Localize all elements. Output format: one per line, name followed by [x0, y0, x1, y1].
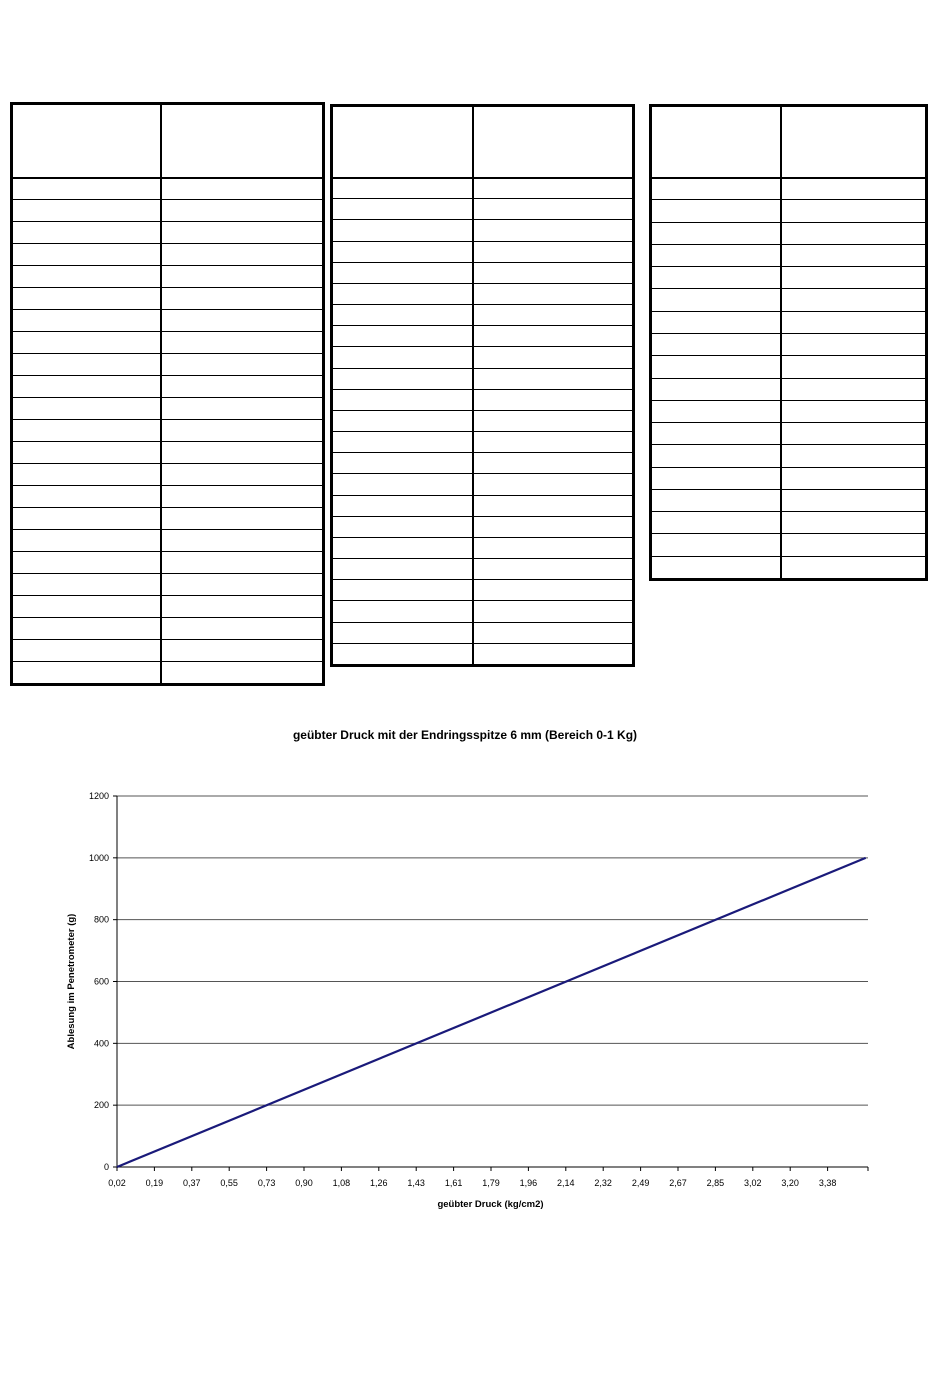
- table-row: [13, 617, 322, 618]
- table-row: [13, 661, 322, 662]
- table-row: [652, 222, 925, 223]
- empty-table-1: [10, 102, 325, 686]
- table-row: [333, 304, 632, 305]
- table-row: [333, 241, 632, 242]
- x-tick-label: 2,14: [557, 1178, 575, 1188]
- table-row: [13, 639, 322, 640]
- table-row: [333, 283, 632, 284]
- table-header: [652, 107, 925, 179]
- y-tick-label: 1000: [88, 852, 109, 863]
- table-row: [13, 507, 322, 508]
- x-tick-label: 2,32: [594, 1178, 612, 1188]
- table-header: [333, 107, 632, 179]
- table-row: [333, 198, 632, 199]
- x-tick-label: 2,67: [669, 1178, 687, 1188]
- x-tick-label: 0,90: [295, 1178, 313, 1188]
- table-row: [333, 368, 632, 369]
- y-tick-label: 1200: [88, 791, 109, 801]
- table-row: [652, 355, 925, 356]
- table-row: [13, 485, 322, 486]
- table-row: [333, 346, 632, 347]
- table-row: [333, 452, 632, 453]
- table-header: [13, 105, 322, 179]
- column-divider: [160, 105, 162, 683]
- table-row: [13, 353, 322, 354]
- table-row: [333, 643, 632, 644]
- table-row: [652, 400, 925, 401]
- table-row: [652, 556, 925, 557]
- table-row: [333, 262, 632, 263]
- x-tick-label: 1,08: [332, 1178, 351, 1188]
- table-row: [13, 221, 322, 222]
- table-row: [652, 422, 925, 423]
- table-row: [652, 533, 925, 534]
- table-row: [13, 551, 322, 552]
- table-row: [652, 199, 925, 200]
- table-row: [13, 309, 322, 310]
- x-tick-label: 1,26: [370, 1178, 388, 1188]
- series-line: [117, 858, 866, 1167]
- table-row: [13, 331, 322, 332]
- table-row: [13, 397, 322, 398]
- x-tick-label: 3,20: [781, 1178, 799, 1188]
- x-tick-label: 0,73: [257, 1178, 276, 1188]
- table-row: [13, 441, 322, 442]
- table-row: [652, 489, 925, 490]
- table-row: [13, 419, 322, 420]
- x-tick-label: 1,96: [519, 1178, 538, 1188]
- empty-table-2: [330, 104, 635, 667]
- table-row: [652, 244, 925, 245]
- column-divider: [780, 107, 782, 578]
- table-row: [652, 311, 925, 312]
- x-tick-label: 0,02: [108, 1178, 126, 1188]
- y-tick-label: 200: [93, 1100, 109, 1111]
- table-row: [333, 389, 632, 390]
- y-tick-label: 400: [93, 1038, 109, 1049]
- table-row: [652, 467, 925, 468]
- table-row: [333, 431, 632, 432]
- x-tick-label: 1,43: [407, 1178, 425, 1188]
- y-axis-title: Ablesung im Penetrometer (g): [66, 913, 77, 1050]
- table-row: [13, 287, 322, 288]
- table-row: [333, 325, 632, 326]
- table-row: [333, 558, 632, 559]
- table-row: [13, 595, 322, 596]
- y-tick-label: 0: [103, 1162, 109, 1172]
- x-tick-label: 3,02: [744, 1178, 762, 1188]
- table-row: [13, 529, 322, 530]
- chart: [0, 760, 930, 1230]
- table-row: [333, 516, 632, 517]
- table-row: [13, 573, 322, 574]
- table-row: [652, 288, 925, 289]
- y-tick-label: 800: [93, 914, 109, 925]
- table-row: [13, 243, 322, 244]
- table-row: [13, 463, 322, 464]
- table-row: [652, 378, 925, 379]
- x-tick-label: 0,37: [183, 1178, 201, 1188]
- x-tick-label: 0,19: [145, 1178, 164, 1188]
- table-row: [652, 511, 925, 512]
- x-tick-label: 2,85: [706, 1178, 725, 1188]
- table-row: [13, 375, 322, 376]
- table-row: [652, 266, 925, 267]
- column-divider: [472, 107, 474, 664]
- table-row: [333, 410, 632, 411]
- table-row: [333, 600, 632, 601]
- chart-title: geübter Druck mit der Endringsspitze 6 mm (Bereich 0-1 Kg): [292, 728, 638, 742]
- x-axis-title: geübter Druck (kg/cm2): [437, 1199, 544, 1210]
- x-tick-label: 1,61: [444, 1178, 463, 1188]
- table-row: [652, 444, 925, 445]
- x-tick-label: 1,79: [482, 1178, 500, 1188]
- x-tick-label: 2,49: [631, 1178, 650, 1188]
- x-tick-label: 3,38: [818, 1178, 837, 1188]
- table-row: [13, 265, 322, 266]
- y-tick-label: 600: [93, 976, 109, 987]
- table-row: [333, 622, 632, 623]
- table-row: [333, 473, 632, 474]
- table-row: [333, 219, 632, 220]
- table-row: [13, 199, 322, 200]
- x-tick-label: 0,55: [220, 1178, 238, 1188]
- empty-table-3: [649, 104, 928, 581]
- table-row: [652, 333, 925, 334]
- table-row: [333, 495, 632, 496]
- table-row: [333, 579, 632, 580]
- table-row: [333, 537, 632, 538]
